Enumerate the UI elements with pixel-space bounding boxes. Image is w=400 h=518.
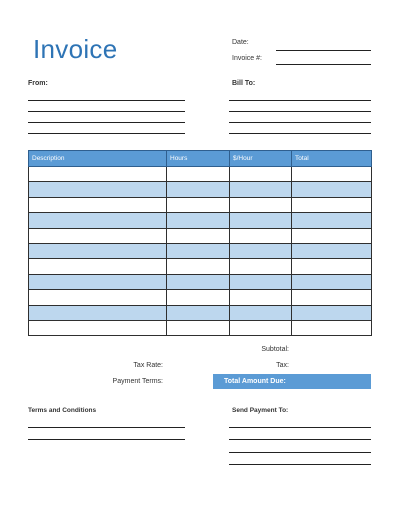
terms-label: Terms and Conditions bbox=[28, 407, 97, 414]
table-row bbox=[29, 213, 372, 228]
total-amount-due-bar: Total Amount Due: bbox=[213, 374, 371, 389]
description-cell[interactable] bbox=[29, 182, 167, 197]
table-row bbox=[29, 243, 372, 258]
date-field[interactable] bbox=[276, 50, 371, 51]
from-label: From: bbox=[28, 80, 48, 87]
total-cell[interactable] bbox=[292, 290, 372, 305]
bill-to-line[interactable] bbox=[229, 122, 371, 123]
send-payment-line[interactable] bbox=[229, 452, 371, 453]
rate-cell[interactable] bbox=[230, 290, 292, 305]
hours-cell[interactable] bbox=[167, 274, 230, 289]
bill-to-label: Bill To: bbox=[232, 80, 256, 87]
table-row bbox=[29, 197, 372, 212]
send-payment-line[interactable] bbox=[229, 464, 371, 465]
table-row bbox=[29, 290, 372, 305]
total-cell[interactable] bbox=[292, 228, 372, 243]
hours-cell[interactable] bbox=[167, 197, 230, 212]
send-payment-label: Send Payment To: bbox=[232, 407, 289, 414]
description-cell[interactable] bbox=[29, 259, 167, 274]
hours-cell[interactable] bbox=[167, 182, 230, 197]
description-cell[interactable] bbox=[29, 274, 167, 289]
from-line[interactable] bbox=[28, 133, 185, 134]
description-cell[interactable] bbox=[29, 213, 167, 228]
total-cell[interactable] bbox=[292, 197, 372, 212]
description-cell[interactable] bbox=[29, 320, 167, 335]
total-cell[interactable] bbox=[292, 320, 372, 335]
total-cell[interactable] bbox=[292, 243, 372, 258]
table-row bbox=[29, 228, 372, 243]
payment-terms-label: Payment Terms: bbox=[112, 378, 163, 385]
rate-cell[interactable] bbox=[230, 305, 292, 320]
description-cell[interactable] bbox=[29, 290, 167, 305]
bill-to-line[interactable] bbox=[229, 100, 371, 101]
hours-cell[interactable] bbox=[167, 243, 230, 258]
tax-label: Tax: bbox=[276, 362, 289, 369]
bill-to-line[interactable] bbox=[229, 111, 371, 112]
total-cell[interactable] bbox=[292, 274, 372, 289]
rate-cell[interactable] bbox=[230, 228, 292, 243]
description-cell[interactable] bbox=[29, 197, 167, 212]
column-header-hours: Hours bbox=[167, 151, 230, 167]
column-header-total: Total bbox=[292, 151, 372, 167]
hours-cell[interactable] bbox=[167, 320, 230, 335]
table-row bbox=[29, 274, 372, 289]
description-cell[interactable] bbox=[29, 167, 167, 182]
total-cell[interactable] bbox=[292, 182, 372, 197]
total-cell[interactable] bbox=[292, 167, 372, 182]
terms-line[interactable] bbox=[28, 439, 185, 440]
invoice-title: Invoice bbox=[33, 34, 118, 64]
line-items-table bbox=[28, 150, 372, 336]
column-header-rate: $/Hour bbox=[230, 151, 292, 167]
invoice-number-label: Invoice #: bbox=[232, 55, 262, 62]
table-row bbox=[29, 182, 372, 197]
table-header-row bbox=[29, 151, 372, 167]
hours-cell[interactable] bbox=[167, 167, 230, 182]
total-cell[interactable] bbox=[292, 213, 372, 228]
description-cell[interactable] bbox=[29, 243, 167, 258]
rate-cell[interactable] bbox=[230, 243, 292, 258]
rate-cell[interactable] bbox=[230, 182, 292, 197]
column-header-description: Description bbox=[29, 151, 167, 167]
description-cell[interactable] bbox=[29, 228, 167, 243]
send-payment-line[interactable] bbox=[229, 427, 371, 428]
rate-cell[interactable] bbox=[230, 197, 292, 212]
hours-cell[interactable] bbox=[167, 213, 230, 228]
total-cell[interactable] bbox=[292, 305, 372, 320]
send-payment-line[interactable] bbox=[229, 439, 371, 440]
terms-line[interactable] bbox=[28, 427, 185, 428]
table-row bbox=[29, 305, 372, 320]
bill-to-line[interactable] bbox=[229, 133, 371, 134]
rate-cell[interactable] bbox=[230, 320, 292, 335]
from-line[interactable] bbox=[28, 122, 185, 123]
from-line[interactable] bbox=[28, 111, 185, 112]
hours-cell[interactable] bbox=[167, 305, 230, 320]
subtotal-label: Subtotal: bbox=[261, 346, 289, 353]
hours-cell[interactable] bbox=[167, 259, 230, 274]
rate-cell[interactable] bbox=[230, 274, 292, 289]
table-row bbox=[29, 259, 372, 274]
table-row bbox=[29, 167, 372, 182]
rate-cell[interactable] bbox=[230, 213, 292, 228]
from-line[interactable] bbox=[28, 100, 185, 101]
description-cell[interactable] bbox=[29, 305, 167, 320]
date-label: Date: bbox=[232, 39, 249, 46]
total-cell[interactable] bbox=[292, 259, 372, 274]
table-row bbox=[29, 320, 372, 335]
invoice-number-field[interactable] bbox=[276, 64, 371, 65]
rate-cell[interactable] bbox=[230, 167, 292, 182]
hours-cell[interactable] bbox=[167, 228, 230, 243]
rate-cell[interactable] bbox=[230, 259, 292, 274]
hours-cell[interactable] bbox=[167, 290, 230, 305]
tax-rate-label: Tax Rate: bbox=[133, 362, 163, 369]
